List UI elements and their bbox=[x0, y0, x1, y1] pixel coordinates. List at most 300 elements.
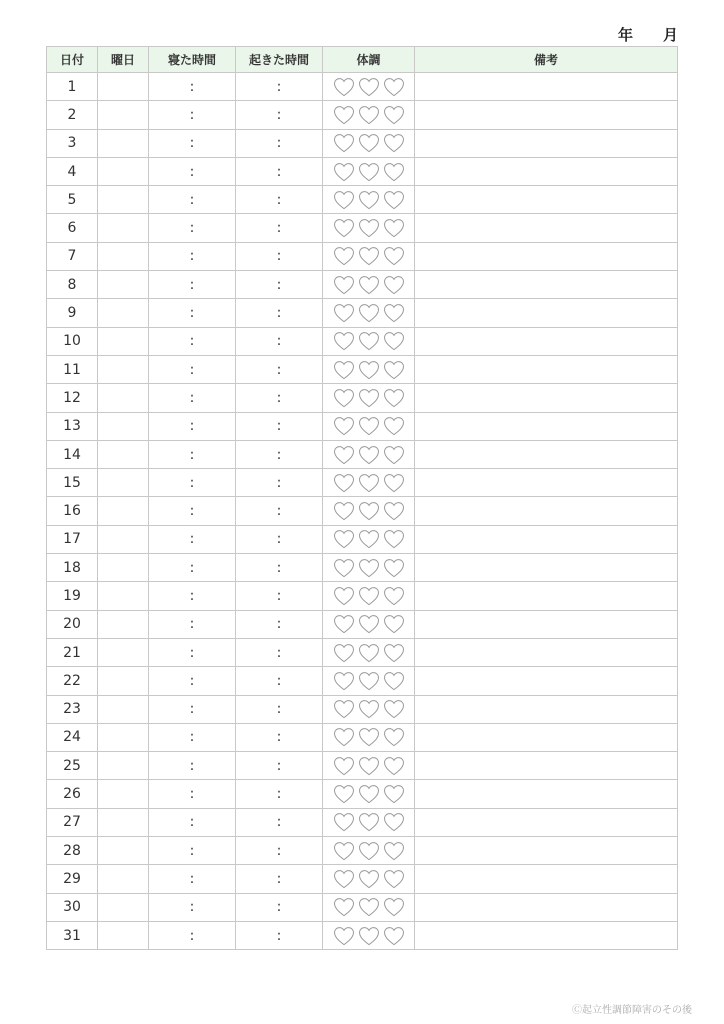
heart-outline-icon[interactable] bbox=[333, 275, 355, 295]
date-cell: 12 bbox=[47, 384, 98, 412]
date-cell: 3 bbox=[47, 129, 98, 157]
heart-outline-icon[interactable] bbox=[383, 699, 405, 719]
table-row bbox=[47, 695, 678, 723]
notes-cell[interactable] bbox=[415, 865, 678, 893]
wake-time-cell[interactable]: : bbox=[236, 723, 323, 751]
bedtime-cell[interactable]: : bbox=[149, 73, 236, 101]
notes-cell[interactable] bbox=[415, 723, 678, 751]
notes-cell[interactable] bbox=[415, 752, 678, 780]
condition-cell bbox=[323, 667, 415, 695]
weekday-cell[interactable] bbox=[98, 837, 149, 865]
heart-outline-icon[interactable] bbox=[383, 643, 405, 663]
wake-time-cell[interactable]: : bbox=[236, 837, 323, 865]
heart-outline-icon[interactable] bbox=[358, 784, 380, 804]
notes-cell[interactable] bbox=[415, 695, 678, 723]
wake-time-cell[interactable]: : bbox=[236, 214, 323, 242]
bedtime-cell[interactable]: : bbox=[149, 440, 236, 468]
notes-cell[interactable] bbox=[415, 610, 678, 638]
table-row bbox=[47, 752, 678, 780]
table-row bbox=[47, 412, 678, 440]
bedtime-cell[interactable]: : bbox=[149, 412, 236, 440]
table-row bbox=[47, 157, 678, 185]
heart-outline-icon[interactable] bbox=[333, 445, 355, 465]
heart-outline-icon[interactable] bbox=[383, 133, 405, 153]
wake-time-cell[interactable]: : bbox=[236, 893, 323, 921]
weekday-cell[interactable] bbox=[98, 271, 149, 299]
bedtime-cell[interactable]: : bbox=[149, 129, 236, 157]
weekday-cell[interactable] bbox=[98, 242, 149, 270]
condition-cell bbox=[323, 271, 415, 299]
wake-time-cell[interactable]: : bbox=[236, 667, 323, 695]
weekday-cell[interactable] bbox=[98, 384, 149, 412]
bedtime-cell[interactable]: : bbox=[149, 638, 236, 666]
condition-cell bbox=[323, 101, 415, 129]
weekday-cell[interactable] bbox=[98, 723, 149, 751]
wake-time-cell[interactable]: : bbox=[236, 582, 323, 610]
heart-outline-icon[interactable] bbox=[333, 586, 355, 606]
condition-hearts bbox=[323, 727, 414, 747]
heart-outline-icon[interactable] bbox=[383, 671, 405, 691]
notes-cell[interactable] bbox=[415, 384, 678, 412]
condition-hearts bbox=[323, 388, 414, 408]
heart-outline-icon[interactable] bbox=[383, 303, 405, 323]
table-row bbox=[47, 355, 678, 383]
heart-outline-icon[interactable] bbox=[333, 869, 355, 889]
notes-cell[interactable] bbox=[415, 554, 678, 582]
notes-cell[interactable] bbox=[415, 101, 678, 129]
weekday-cell[interactable] bbox=[98, 412, 149, 440]
heart-outline-icon[interactable] bbox=[383, 529, 405, 549]
heart-outline-icon[interactable] bbox=[358, 671, 380, 691]
condition-cell bbox=[323, 129, 415, 157]
heart-outline-icon[interactable] bbox=[383, 614, 405, 634]
heart-outline-icon[interactable] bbox=[333, 529, 355, 549]
notes-cell[interactable] bbox=[415, 525, 678, 553]
table-row bbox=[47, 554, 678, 582]
condition-cell bbox=[323, 186, 415, 214]
weekday-cell[interactable] bbox=[98, 780, 149, 808]
date-cell: 2 bbox=[47, 101, 98, 129]
date-cell: 14 bbox=[47, 440, 98, 468]
heart-outline-icon[interactable] bbox=[358, 190, 380, 210]
bedtime-cell[interactable]: : bbox=[149, 327, 236, 355]
notes-cell[interactable] bbox=[415, 129, 678, 157]
notes-cell[interactable] bbox=[415, 469, 678, 497]
wake-time-cell[interactable]: : bbox=[236, 242, 323, 270]
date-cell: 23 bbox=[47, 695, 98, 723]
heart-outline-icon[interactable] bbox=[333, 727, 355, 747]
weekday-cell[interactable] bbox=[98, 638, 149, 666]
wake-time-cell[interactable]: : bbox=[236, 73, 323, 101]
table-header-row bbox=[47, 47, 678, 73]
heart-outline-icon[interactable] bbox=[383, 841, 405, 861]
heart-outline-icon[interactable] bbox=[383, 784, 405, 804]
heart-outline-icon[interactable] bbox=[358, 246, 380, 266]
condition-hearts bbox=[323, 416, 414, 436]
weekday-cell[interactable] bbox=[98, 157, 149, 185]
notes-cell[interactable] bbox=[415, 355, 678, 383]
bedtime-cell[interactable]: : bbox=[149, 865, 236, 893]
heart-outline-icon[interactable] bbox=[358, 558, 380, 578]
heart-outline-icon[interactable] bbox=[383, 473, 405, 493]
table-row bbox=[47, 469, 678, 497]
heart-outline-icon[interactable] bbox=[383, 275, 405, 295]
wake-time-cell[interactable]: : bbox=[236, 355, 323, 383]
bedtime-cell[interactable]: : bbox=[149, 299, 236, 327]
table-row bbox=[47, 582, 678, 610]
heart-outline-icon[interactable] bbox=[333, 162, 355, 182]
date-cell: 8 bbox=[47, 271, 98, 299]
condition-hearts bbox=[323, 614, 414, 634]
heart-outline-icon[interactable] bbox=[383, 218, 405, 238]
heart-outline-icon[interactable] bbox=[333, 331, 355, 351]
heart-outline-icon[interactable] bbox=[333, 926, 355, 946]
heart-outline-icon[interactable] bbox=[383, 558, 405, 578]
heart-outline-icon[interactable] bbox=[383, 416, 405, 436]
heart-outline-icon[interactable] bbox=[333, 303, 355, 323]
heart-outline-icon[interactable] bbox=[358, 841, 380, 861]
wake-time-cell[interactable]: : bbox=[236, 525, 323, 553]
heart-outline-icon[interactable] bbox=[358, 331, 380, 351]
condition-hearts bbox=[323, 445, 414, 465]
heart-outline-icon[interactable] bbox=[383, 246, 405, 266]
weekday-cell[interactable] bbox=[98, 893, 149, 921]
heart-outline-icon[interactable] bbox=[333, 841, 355, 861]
heart-outline-icon[interactable] bbox=[383, 501, 405, 521]
heart-outline-icon[interactable] bbox=[333, 614, 355, 634]
weekday-cell[interactable] bbox=[98, 582, 149, 610]
wake-time-cell[interactable]: : bbox=[236, 299, 323, 327]
heart-outline-icon[interactable] bbox=[333, 105, 355, 125]
heart-outline-icon[interactable] bbox=[358, 416, 380, 436]
weekday-cell[interactable] bbox=[98, 808, 149, 836]
date-cell: 24 bbox=[47, 723, 98, 751]
weekday-cell[interactable] bbox=[98, 695, 149, 723]
heart-outline-icon[interactable] bbox=[333, 77, 355, 97]
condition-cell bbox=[323, 469, 415, 497]
condition-cell bbox=[323, 893, 415, 921]
weekday-cell[interactable] bbox=[98, 525, 149, 553]
bedtime-cell[interactable]: : bbox=[149, 101, 236, 129]
heart-outline-icon[interactable] bbox=[383, 445, 405, 465]
condition-cell bbox=[323, 497, 415, 525]
header-date: 日付 bbox=[47, 47, 98, 73]
wake-time-cell[interactable]: : bbox=[236, 554, 323, 582]
heart-outline-icon[interactable] bbox=[333, 784, 355, 804]
date-cell: 4 bbox=[47, 157, 98, 185]
heart-outline-icon[interactable] bbox=[358, 360, 380, 380]
bedtime-cell[interactable]: : bbox=[149, 554, 236, 582]
heart-outline-icon[interactable] bbox=[383, 190, 405, 210]
page-title bbox=[600, 24, 685, 46]
bedtime-cell[interactable]: : bbox=[149, 780, 236, 808]
heart-outline-icon[interactable] bbox=[333, 360, 355, 380]
wake-time-cell[interactable]: : bbox=[236, 752, 323, 780]
weekday-cell[interactable] bbox=[98, 355, 149, 383]
weekday-cell[interactable] bbox=[98, 73, 149, 101]
condition-hearts bbox=[323, 756, 414, 776]
condition-hearts bbox=[323, 360, 414, 380]
condition-cell bbox=[323, 582, 415, 610]
heart-outline-icon[interactable] bbox=[333, 756, 355, 776]
notes-cell[interactable] bbox=[415, 412, 678, 440]
wake-time-cell[interactable]: : bbox=[236, 695, 323, 723]
heart-outline-icon[interactable] bbox=[383, 105, 405, 125]
heart-outline-icon[interactable] bbox=[358, 586, 380, 606]
condition-cell bbox=[323, 412, 415, 440]
wake-time-cell[interactable]: : bbox=[236, 469, 323, 497]
heart-outline-icon[interactable] bbox=[358, 133, 380, 153]
heart-outline-icon[interactable] bbox=[383, 77, 405, 97]
notes-cell[interactable] bbox=[415, 638, 678, 666]
date-cell: 31 bbox=[47, 921, 98, 949]
heart-outline-icon[interactable] bbox=[333, 501, 355, 521]
table-row bbox=[47, 242, 678, 270]
heart-outline-icon[interactable] bbox=[333, 190, 355, 210]
condition-hearts bbox=[323, 869, 414, 889]
notes-cell[interactable] bbox=[415, 271, 678, 299]
heart-outline-icon[interactable] bbox=[383, 388, 405, 408]
condition-hearts bbox=[323, 303, 414, 323]
heart-outline-icon[interactable] bbox=[333, 671, 355, 691]
table-row bbox=[47, 865, 678, 893]
notes-cell[interactable] bbox=[415, 667, 678, 695]
notes-cell[interactable] bbox=[415, 157, 678, 185]
heart-outline-icon[interactable] bbox=[333, 699, 355, 719]
heart-outline-icon[interactable] bbox=[383, 756, 405, 776]
heart-outline-icon[interactable] bbox=[383, 897, 405, 917]
heart-outline-icon[interactable] bbox=[383, 586, 405, 606]
weekday-cell[interactable] bbox=[98, 214, 149, 242]
condition-cell bbox=[323, 355, 415, 383]
notes-cell[interactable] bbox=[415, 327, 678, 355]
bedtime-cell[interactable]: : bbox=[149, 723, 236, 751]
heart-outline-icon[interactable] bbox=[358, 162, 380, 182]
notes-cell[interactable] bbox=[415, 921, 678, 949]
bedtime-cell[interactable]: : bbox=[149, 497, 236, 525]
table-row bbox=[47, 780, 678, 808]
notes-cell[interactable] bbox=[415, 808, 678, 836]
condition-cell bbox=[323, 214, 415, 242]
bedtime-cell[interactable]: : bbox=[149, 582, 236, 610]
wake-time-cell[interactable]: : bbox=[236, 610, 323, 638]
heart-outline-icon[interactable] bbox=[358, 275, 380, 295]
weekday-cell[interactable] bbox=[98, 497, 149, 525]
weekday-cell[interactable] bbox=[98, 440, 149, 468]
notes-cell[interactable] bbox=[415, 893, 678, 921]
heart-outline-icon[interactable] bbox=[358, 529, 380, 549]
heart-outline-icon[interactable] bbox=[358, 897, 380, 917]
table-row bbox=[47, 921, 678, 949]
condition-hearts bbox=[323, 558, 414, 578]
header-notes: 備考 bbox=[415, 47, 678, 73]
heart-outline-icon[interactable] bbox=[383, 331, 405, 351]
table-row bbox=[47, 73, 678, 101]
heart-outline-icon[interactable] bbox=[358, 812, 380, 832]
wake-time-cell[interactable]: : bbox=[236, 808, 323, 836]
notes-cell[interactable] bbox=[415, 242, 678, 270]
heart-outline-icon[interactable] bbox=[333, 416, 355, 436]
heart-outline-icon[interactable] bbox=[358, 869, 380, 889]
bedtime-cell[interactable]: : bbox=[149, 157, 236, 185]
table-row bbox=[47, 723, 678, 751]
table-row bbox=[47, 893, 678, 921]
heart-outline-icon[interactable] bbox=[333, 473, 355, 493]
weekday-cell[interactable] bbox=[98, 327, 149, 355]
heart-outline-icon[interactable] bbox=[358, 727, 380, 747]
table-row bbox=[47, 299, 678, 327]
heart-outline-icon[interactable] bbox=[383, 812, 405, 832]
year-label: 年 bbox=[618, 26, 634, 44]
wake-time-cell[interactable]: : bbox=[236, 780, 323, 808]
table-row bbox=[47, 837, 678, 865]
notes-cell[interactable] bbox=[415, 73, 678, 101]
date-cell: 13 bbox=[47, 412, 98, 440]
wake-time-cell[interactable]: : bbox=[236, 271, 323, 299]
notes-cell[interactable] bbox=[415, 299, 678, 327]
wake-time-cell[interactable]: : bbox=[236, 440, 323, 468]
heart-outline-icon[interactable] bbox=[358, 218, 380, 238]
wake-time-cell[interactable]: : bbox=[236, 157, 323, 185]
weekday-cell[interactable] bbox=[98, 554, 149, 582]
condition-cell bbox=[323, 299, 415, 327]
heart-outline-icon[interactable] bbox=[333, 812, 355, 832]
weekday-cell[interactable] bbox=[98, 299, 149, 327]
heart-outline-icon[interactable] bbox=[383, 360, 405, 380]
weekday-cell[interactable] bbox=[98, 752, 149, 780]
wake-time-cell[interactable]: : bbox=[236, 921, 323, 949]
condition-cell bbox=[323, 73, 415, 101]
heart-outline-icon[interactable] bbox=[358, 388, 380, 408]
heart-outline-icon[interactable] bbox=[383, 926, 405, 946]
heart-outline-icon[interactable] bbox=[333, 897, 355, 917]
heart-outline-icon[interactable] bbox=[358, 105, 380, 125]
heart-outline-icon[interactable] bbox=[333, 388, 355, 408]
weekday-cell[interactable] bbox=[98, 667, 149, 695]
table-row bbox=[47, 271, 678, 299]
bedtime-cell[interactable]: : bbox=[149, 752, 236, 780]
wake-time-cell[interactable]: : bbox=[236, 384, 323, 412]
date-cell: 25 bbox=[47, 752, 98, 780]
bedtime-cell[interactable]: : bbox=[149, 186, 236, 214]
bedtime-cell[interactable]: : bbox=[149, 837, 236, 865]
table-row bbox=[47, 101, 678, 129]
bedtime-cell[interactable]: : bbox=[149, 808, 236, 836]
bedtime-cell[interactable]: : bbox=[149, 695, 236, 723]
notes-cell[interactable] bbox=[415, 440, 678, 468]
heart-outline-icon[interactable] bbox=[333, 246, 355, 266]
wake-time-cell[interactable]: : bbox=[236, 865, 323, 893]
table-row bbox=[47, 327, 678, 355]
heart-outline-icon[interactable] bbox=[358, 643, 380, 663]
heart-outline-icon[interactable] bbox=[358, 473, 380, 493]
bedtime-cell[interactable]: : bbox=[149, 469, 236, 497]
table-row bbox=[47, 497, 678, 525]
weekday-cell[interactable] bbox=[98, 186, 149, 214]
bedtime-cell[interactable]: : bbox=[149, 667, 236, 695]
heart-outline-icon[interactable] bbox=[333, 558, 355, 578]
weekday-cell[interactable] bbox=[98, 610, 149, 638]
date-cell: 1 bbox=[47, 73, 98, 101]
heart-outline-icon[interactable] bbox=[383, 162, 405, 182]
notes-cell[interactable] bbox=[415, 837, 678, 865]
heart-outline-icon[interactable] bbox=[358, 501, 380, 521]
condition-hearts bbox=[323, 699, 414, 719]
heart-outline-icon[interactable] bbox=[333, 133, 355, 153]
date-cell: 6 bbox=[47, 214, 98, 242]
date-cell: 15 bbox=[47, 469, 98, 497]
notes-cell[interactable] bbox=[415, 780, 678, 808]
condition-hearts bbox=[323, 275, 414, 295]
weekday-cell[interactable] bbox=[98, 129, 149, 157]
notes-cell[interactable] bbox=[415, 214, 678, 242]
weekday-cell[interactable] bbox=[98, 469, 149, 497]
notes-cell[interactable] bbox=[415, 582, 678, 610]
header-condition: 体調 bbox=[323, 47, 415, 73]
date-cell: 22 bbox=[47, 667, 98, 695]
heart-outline-icon[interactable] bbox=[333, 643, 355, 663]
notes-cell[interactable] bbox=[415, 497, 678, 525]
bedtime-cell[interactable]: : bbox=[149, 921, 236, 949]
bedtime-cell[interactable]: : bbox=[149, 893, 236, 921]
wake-time-cell[interactable]: : bbox=[236, 638, 323, 666]
bedtime-cell[interactable]: : bbox=[149, 242, 236, 270]
bedtime-cell[interactable]: : bbox=[149, 610, 236, 638]
bedtime-cell[interactable]: : bbox=[149, 271, 236, 299]
bedtime-cell[interactable]: : bbox=[149, 384, 236, 412]
date-cell: 30 bbox=[47, 893, 98, 921]
weekday-cell[interactable] bbox=[98, 101, 149, 129]
condition-hearts bbox=[323, 671, 414, 691]
condition-hearts bbox=[323, 529, 414, 549]
heart-outline-icon[interactable] bbox=[358, 614, 380, 634]
heart-outline-icon[interactable] bbox=[358, 926, 380, 946]
heart-outline-icon[interactable] bbox=[358, 77, 380, 97]
wake-time-cell[interactable]: : bbox=[236, 186, 323, 214]
date-cell: 11 bbox=[47, 355, 98, 383]
weekday-cell[interactable] bbox=[98, 921, 149, 949]
heart-outline-icon[interactable] bbox=[358, 445, 380, 465]
weekday-cell[interactable] bbox=[98, 865, 149, 893]
bedtime-cell[interactable]: : bbox=[149, 355, 236, 383]
date-cell: 16 bbox=[47, 497, 98, 525]
condition-cell bbox=[323, 242, 415, 270]
bedtime-cell[interactable]: : bbox=[149, 214, 236, 242]
copyright-footer: Ⓒ起立性調節障害のその後 bbox=[572, 1005, 692, 1016]
wake-time-cell[interactable]: : bbox=[236, 129, 323, 157]
heart-outline-icon[interactable] bbox=[358, 699, 380, 719]
table-row bbox=[47, 808, 678, 836]
wake-time-cell[interactable]: : bbox=[236, 101, 323, 129]
condition-hearts bbox=[323, 473, 414, 493]
table-row bbox=[47, 638, 678, 666]
heart-outline-icon[interactable] bbox=[383, 869, 405, 889]
wake-time-cell[interactable]: : bbox=[236, 497, 323, 525]
date-cell: 17 bbox=[47, 525, 98, 553]
wake-time-cell[interactable]: : bbox=[236, 412, 323, 440]
heart-outline-icon[interactable] bbox=[358, 756, 380, 776]
condition-cell bbox=[323, 837, 415, 865]
heart-outline-icon[interactable] bbox=[383, 727, 405, 747]
heart-outline-icon[interactable] bbox=[358, 303, 380, 323]
heart-outline-icon[interactable] bbox=[333, 218, 355, 238]
bedtime-cell[interactable]: : bbox=[149, 525, 236, 553]
table-row bbox=[47, 384, 678, 412]
wake-time-cell[interactable]: : bbox=[236, 327, 323, 355]
notes-cell[interactable] bbox=[415, 186, 678, 214]
condition-hearts bbox=[323, 897, 414, 917]
condition-hearts bbox=[323, 190, 414, 210]
